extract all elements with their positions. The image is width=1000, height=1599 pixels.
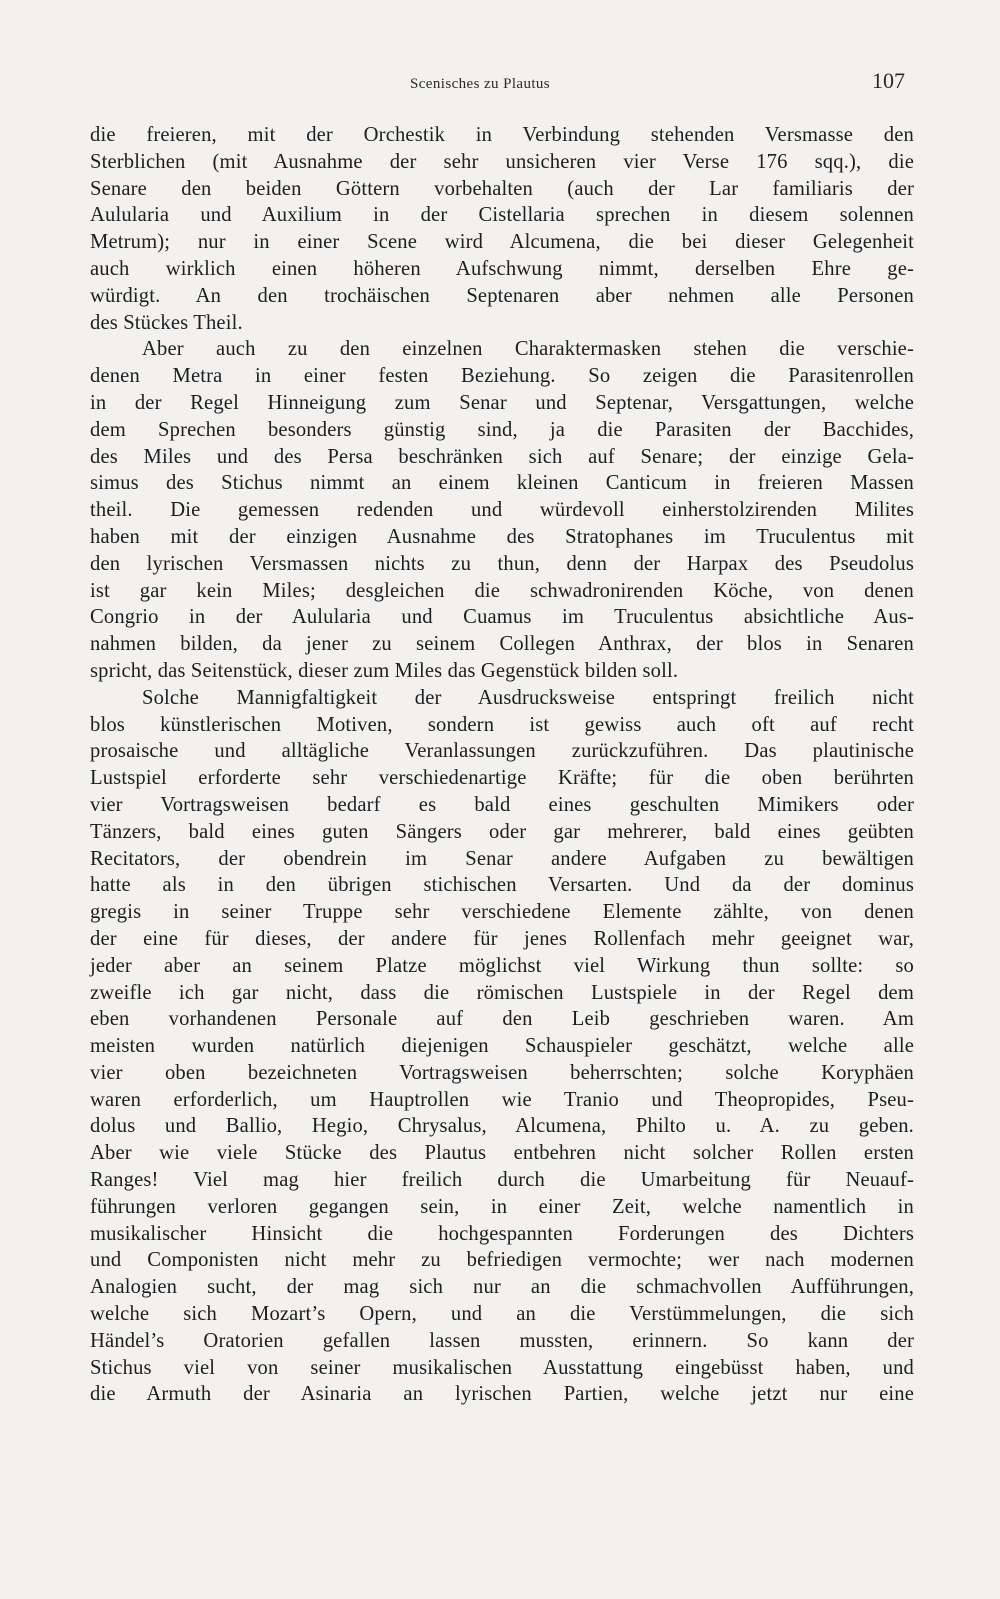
text-line: Stichus viel von seiner musikalischen Ausstattung eingebüsst haben, und bbox=[90, 1356, 914, 1379]
text-line: hatte als in den übrigen stichischen Versarten. Und da der dominus bbox=[90, 874, 914, 897]
text-line: Tänzers, bald eines guten Sängers oder gar mehrerer, bald eines geübten bbox=[90, 820, 914, 843]
text-line: haben mit der einzigen Ausnahme des Stratophanes im Truculentus mit bbox=[90, 525, 914, 548]
text-line: und Componisten nicht mehr zu befriedigen vermochte; wer nach modernen bbox=[90, 1249, 914, 1272]
text-line: welche sich Mozart’s Opern, und an die Verstümmelungen, die sich bbox=[90, 1303, 914, 1326]
text-line: ist gar kein Miles; desgleichen die schwadronirenden Köche, von denen bbox=[90, 579, 914, 602]
text-line: vier Vortragsweisen bedarf es bald eines geschulten Mimikers oder bbox=[90, 793, 914, 816]
text-line: Aulularia und Auxilium in der Cistellaria sprechen in diesem solennen bbox=[90, 204, 914, 227]
text-line: führungen verloren gegangen sein, in einer Zeit, welche namentlich in bbox=[90, 1195, 914, 1218]
text-line: denen Metra in einer festen Beziehung. So zeigen die Parasitenrollen bbox=[90, 365, 914, 388]
text-line: nahmen bilden, da jener zu seinem Collegen Anthrax, der blos in Senaren bbox=[90, 633, 914, 656]
running-head: Scenisches zu Plautus bbox=[410, 76, 551, 92]
text-line: gregis in seiner Truppe sehr verschiedene Elemente zählte, von denen bbox=[90, 901, 914, 924]
text-line: meisten wurden natürlich diejenigen Schauspieler geschätzt, welche alle bbox=[90, 1035, 914, 1058]
text-line: des Miles und des Persa beschränken sich auf Senare; der einzige Gela- bbox=[90, 445, 914, 468]
text-line: würdigt. An den trochäischen Septenaren aber nehmen alle Personen bbox=[90, 284, 914, 307]
text-line: Recitators, der obendrein im Senar andere Aufgaben zu bewältigen bbox=[90, 847, 914, 870]
text-line: den lyrischen Versmassen nichts zu thun, denn der Harpax des Pseudolus bbox=[90, 552, 914, 575]
text-line: des Stückes Theil. bbox=[90, 311, 243, 334]
text-line: Lustspiel erforderte sehr verschiedenartige Kräfte; für die oben berührten bbox=[90, 767, 914, 790]
body-text bbox=[90, 122, 914, 1408]
text-line: eben vorhandenen Personale auf den Leib geschrieben waren. Am bbox=[90, 1008, 914, 1031]
text-line: dem Sprechen besonders günstig sind, ja die Parasiten der Bacchides, bbox=[90, 418, 914, 441]
text-line: Metrum); nur in einer Scene wird Alcumena, die bei dieser Gelegenheit bbox=[90, 231, 914, 254]
text-line: waren erforderlich, um Hauptrollen wie Tranio und Theopropides, Pseu- bbox=[90, 1088, 914, 1111]
text-line: jeder aber an seinem Platze möglichst viel Wirkung thun sollte: so bbox=[90, 954, 914, 977]
text-line: prosaische und alltägliche Veranlassungen zurückzuführen. Das plautinische bbox=[90, 740, 914, 763]
text-line: Sterblichen (mit Ausnahme der sehr unsicheren vier Verse 176 sqq.), die bbox=[90, 150, 914, 173]
text-line: Analogien sucht, der mag sich nur an die schmachvollen Aufführungen, bbox=[90, 1276, 914, 1299]
text-line: der eine für dieses, der andere für jenes Rollenfach mehr geeignet war, bbox=[90, 927, 914, 950]
text-line: die Armuth der Asinaria an lyrischen Partien, welche jetzt nur eine bbox=[90, 1383, 914, 1406]
text-line: dolus und Ballio, Hegio, Chrysalus, Alcumena, Philto u. A. zu geben. bbox=[90, 1115, 914, 1138]
text-line: blos künstlerischen Motiven, sondern ist gewiss auch oft auf recht bbox=[90, 713, 914, 736]
text-line: auch wirklich einen höheren Aufschwung nimmt, derselben Ehre ge- bbox=[90, 257, 914, 280]
text-line: in der Regel Hinneigung zum Senar und Septenar, Versgattungen, welche bbox=[90, 391, 914, 414]
text-line: Aber wie viele Stücke des Plautus entbehren nicht solcher Rollen ersten bbox=[90, 1142, 914, 1165]
text-line: spricht, das Seitenstück, dieser zum Miles das Gegenstück bilden soll. bbox=[90, 659, 679, 682]
text-line: theil. Die gemessen redenden und würdevoll einherstolzirenden Milites bbox=[90, 499, 914, 522]
page-number: 107 bbox=[872, 68, 905, 93]
text-line: Aber auch zu den einzelnen Charaktermasken stehen die verschie- bbox=[142, 338, 914, 361]
text-line: musikalischer Hinsicht die hochgespannten Forderungen des Dichters bbox=[90, 1222, 914, 1245]
text-line: Händel’s Oratorien gefallen lassen mussten, erinnern. So kann der bbox=[90, 1329, 914, 1352]
text-line: Ranges! Viel mag hier freilich durch die Umarbeitung für Neuauf- bbox=[90, 1169, 914, 1192]
text-line: simus des Stichus nimmt an einem kleinen Canticum in freieren Massen bbox=[90, 472, 914, 495]
text-line: vier oben bezeichneten Vortragsweisen beherrschten; solche Koryphäen bbox=[90, 1061, 914, 1084]
text-line: Senare den beiden Göttern vorbehalten (auch der Lar familiaris der bbox=[90, 177, 914, 200]
text-line: zweifle ich gar nicht, dass die römischen Lustspiele in der Regel dem bbox=[90, 981, 914, 1004]
text-line: Congrio in der Aulularia und Cuamus im Truculentus absichtliche Aus- bbox=[90, 606, 914, 629]
text-line: Solche Mannigfaltigkeit der Ausdrucksweise entspringt freilich nicht bbox=[142, 686, 914, 709]
text-line: die freieren, mit der Orchestik in Verbindung stehenden Versmasse den bbox=[90, 124, 914, 146]
